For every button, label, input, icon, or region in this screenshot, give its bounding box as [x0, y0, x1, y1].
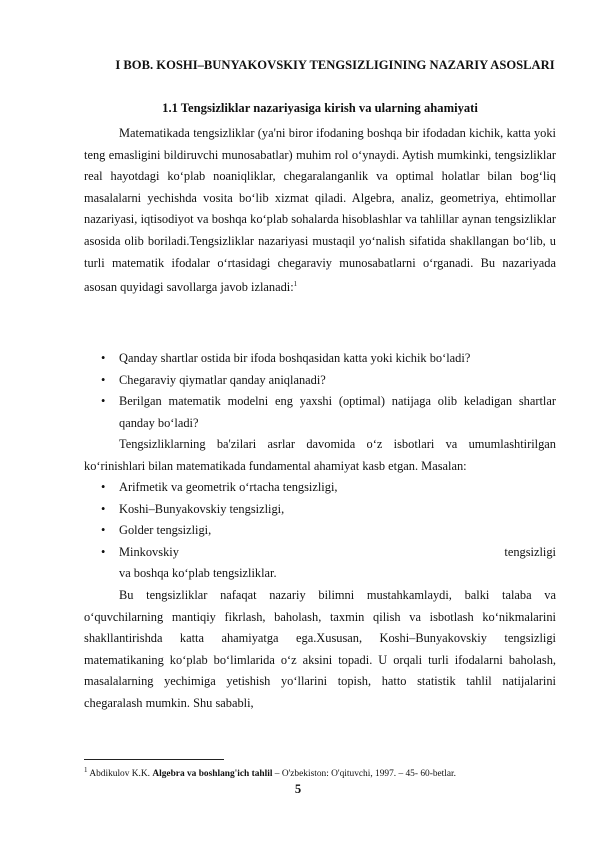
list-item: • Berilgan matematik modelni eng yaxshi (optimal) natijaga olib keladigan shartlar qanday bo‘ladi? [84, 391, 556, 434]
list-item-left: Minkovskiy [119, 544, 179, 559]
conclusion-paragraph: Bu tengsizliklar nafaqat nazariy bilimni mustahkamlaydi, balki talaba va o‘quvchilarning mantiqiy fikrlash, baholash, taxmin qilish va isbotlash ko‘nikmalarini shakllantirishda katta ahamiyatga ega.Xususan, Koshi–Bunyakovskiy tengsizligi matematikaning ko‘plab bo‘limlarida o‘z aksini topadi. U orqali turli ifodalarni baholash, masalalarning yechimiga yetishish yo‘llarini topish, hatto statistik tahlil natijalarini chegaralash mumkin. Shu sababli, [84, 588, 556, 710]
footnote-title: Algebra va boshlang'ich tahlil [152, 769, 273, 780]
list-item: • Qanday shartlar ostida bir ifoda boshqasidan katta yoki kichik bo‘ladi? [84, 348, 556, 370]
examples-intro-paragraph: Tengsizliklarning ba'zilari asrlar davomida o‘z isbotlari va umumlashtirilgan ko‘rinishlari bilan matematikada fundamental ahamiyat kasb etgan. Masalan: [84, 437, 556, 473]
list-item: • Golder tengsizligi, [84, 520, 556, 542]
list-item-right: tengsizligi [504, 544, 556, 559]
intro-paragraph-text: Matematikada tengsizliklar (ya'ni biror ifodaning boshqa bir ifodadan kichik, katta yoki teng emasligini bildiruvchi munosabatlar) muhim rol o‘ynaydi. Aytish mumkinki, tengsizliklar real hayotdagi ko‘plab noaniqliklar, chegaralanganlik va optimal holatlar bilan bog‘liq masalalarni yechishda vosita bo‘lib xizmat qiladi. Algebra, analiz, geometriya, ehtimollar nazariyasi, iqtisodiyot va boshqa ko‘plab sohalarda hisoblashlar va tahlillar aynan tengsizliklar asosida olib boriladi.Tengsizliklar nazariyasi mustaqil yo‘nalish sifatida shakllangan bo‘lib, u turli matematik ifodalar o‘rtasidagi chegaraviy munosabatlarni o‘rganadi. Bu nazariyada asosan quyidagi savollarga javob izlanadi: [84, 126, 556, 295]
page-number: 5 [294, 782, 302, 796]
footnote-publisher: – O'zbekiston: O'qituvchi, 1997. – 45- 60-betlar. [272, 769, 456, 780]
list-item [84, 542, 556, 564]
list-item-continuation: va boshqa ko‘plab tengsizliklar. [119, 566, 277, 580]
list-item: • Arifmetik va geometrik o‘rtacha tengsizligi, [84, 477, 556, 499]
list-item: • Chegaraviy qiymatlar qanday aniqlanadi? [84, 370, 556, 392]
footnote-divider [84, 759, 224, 760]
footnote-author: Abdikulov K.K. [87, 769, 153, 780]
intro-paragraph [84, 123, 556, 299]
footnote-mark: 1 [84, 766, 88, 774]
footnote [84, 764, 556, 780]
examples-list [84, 477, 556, 563]
list-item: • Koshi–Bunyakovskiy tengsizligi, [84, 499, 556, 521]
footnote-reference: 1 [293, 280, 298, 289]
questions-list [84, 348, 556, 434]
section-title: 1.1 Tengsizliklar nazariyasiga kirish va ularning ahamiyati [162, 101, 478, 115]
chapter-title: I BOB. KOSHI–BUNYAKOVSKIY TENGSIZLIGINING NAZARIY ASOSLARI [115, 58, 555, 72]
